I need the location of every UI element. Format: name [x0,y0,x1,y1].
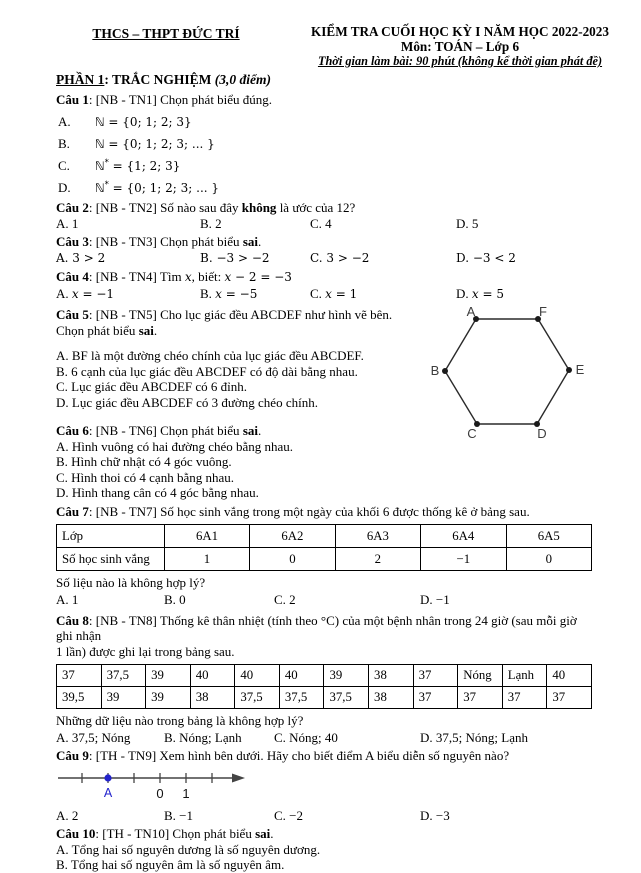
question-7 [56,504,592,607]
table-cell: 39,5 [57,687,102,709]
q10-option-a: A. Tổng hai số nguyên dương là số nguyên dương. [56,841,321,857]
table-cell: 37 [57,665,102,687]
table-cell: Nóng [458,665,503,687]
question-2 [56,200,592,232]
temperature-table [56,664,592,709]
q1-option-b [56,134,592,152]
answer-a: A. 2 [56,808,79,823]
question-4-label: Câu 4 [56,268,89,284]
answer-a: A. 1 [56,591,79,607]
stem-text: : [TH - TN10] Chọn phát biểu [95,826,256,841]
table-cell: 37,5 [324,687,369,709]
answer-d: D. −3 < 2 [456,250,516,265]
q5-option-a: A. BF là một đường chéo chính của lục giác đều ABCDEF. [56,348,364,363]
section-points: (3,0 điểm) [214,72,272,87]
table-cell: 37 [413,687,458,709]
table-cell: 0 [250,548,335,571]
table-row [57,548,592,571]
table-cell: 37 [458,687,503,709]
stem-bold: sai [242,423,258,438]
stem-text: : [NB - TN6] Chọn phát biểu [88,423,243,438]
q5-option-c: C. Lục giác đều ABCDEF có 6 đỉnh. [56,379,248,394]
question-2-label: Câu 2 [56,199,89,215]
answer-a: A. 37,5; Nóng [56,729,131,745]
table-cell: 40 [235,665,280,687]
q5-option-d: D. Lục giác đều ABCDEF có 3 đường chéo chính. [56,394,318,410]
question-1-label: Câu 1 [56,92,89,107]
table-cell: 40 [190,665,235,687]
question-8-stem-line2: 1 lần) được ghi lại trong bảng sau. [56,643,235,659]
answer-b: B. 2 [200,216,222,231]
nat-set-symbol: ℕ [95,136,105,151]
question-1-stem [56,92,592,108]
answer-c: C. 3 > −2 [310,250,370,265]
table-row [57,687,592,709]
question-5-stem [56,307,456,323]
equation-text: − 2 = −3 [231,269,292,284]
stem-text: là ước của 12? [276,199,356,215]
table-row [57,525,592,548]
question-9-stem [56,748,592,764]
stem-text: Chọn phát biểu [56,322,139,338]
table-cell: 1 [164,548,249,571]
hexagon-figure [428,304,590,441]
stem-text: . [153,322,158,338]
option-math: = {0; 1; 2; 3; ... } [104,136,215,151]
table-cell: 40 [279,665,324,687]
stem-text: : [TH - TN9] Xem hình bên dưới. Hãy cho biết điểm A biểu diễn số nguyên nào? [88,747,510,763]
table-cell: 39 [146,687,191,709]
equation-variable: x [224,269,232,284]
question-9-label: Câu 9 [56,747,89,763]
answer-b: B. Nóng; Lạnh [164,729,242,745]
table-cell: 37 [502,687,547,709]
question-7-prompt: Số liệu nào là không hợp lý? [56,575,206,590]
stem-text: : [NB - TN7] Số học sinh vắng trong một ngày của khối 6 được thống kê ở bảng sau. [88,503,530,519]
question-5-label: Câu 5 [56,307,89,322]
tick-label-zero: 0 [156,786,164,801]
question-2-stem [56,200,592,216]
table-cell: 6A2 [250,525,335,548]
stem-text: : [NB - TN5] Cho lục giác đều ABCDEF như hình vẽ bên. [88,307,393,322]
table-cell: 39 [101,687,146,709]
stem-text: . [270,826,274,841]
answer-c: C. −2 [274,808,304,823]
question-10-label: Câu 10 [56,826,96,841]
option-letter: B. [58,135,70,151]
question-3-answers [56,251,592,266]
question-4 [56,269,592,303]
answer-d: D. −1 [420,591,450,607]
table-cell: 6A1 [164,525,249,548]
vertex-label-e: E [575,362,585,377]
exam-title: KIỂM TRA CUỐI HỌC KỲ I NĂM HỌC 2022-2023 [311,24,609,39]
tick-label-one: 1 [182,786,190,801]
answer-d: D. 37,5; Nóng; Lạnh [420,729,528,745]
answer-a: A. 3 > 2 [56,250,106,265]
table-cell: 6A5 [506,525,591,548]
table-cell: Lạnh [502,665,547,687]
table-row [57,665,592,687]
option-letter: D. [58,179,71,195]
answer-b: B. −1 [164,808,194,823]
nat-set-symbol: ℕ* [95,179,109,195]
hexagon-labels [431,304,585,441]
table-cell: −1 [421,548,506,571]
stem-text: : [NB - TN4] Tìm [88,268,185,284]
table-cell: 37,5 [101,665,146,687]
question-2-answers [56,216,592,231]
question-5-stem2 [56,323,456,339]
table-cell: 0 [506,548,591,571]
answer-c: C. 4 [310,216,332,231]
point-a-dot [104,774,111,781]
question-9 [56,748,592,824]
question-6-label: Câu 6 [56,423,89,438]
answer-d: D. x = 5 [456,286,504,301]
answer-a: A. x = −1 [56,286,115,301]
option-letter: A. [58,113,71,129]
hexagon-edges [445,319,569,424]
option-math: = {1; 2; 3} [108,158,181,173]
option-letter: C. [58,157,70,173]
vertex-label-d: D [537,426,547,441]
q1-option-c [56,156,592,174]
section-title [56,72,592,88]
vertex-label-f: F [539,304,547,319]
answer-d: D. 5 [456,216,479,231]
answer-c: C. 2 [274,591,296,607]
number-line-figure [56,766,246,802]
school-name-text: THCS – THPT ĐỨC TRÍ [92,26,240,41]
q6-option-a: A. Hình vuông có hai đường chéo bằng nhau. [56,438,294,454]
question-8 [56,613,592,745]
stem-text: , biết: [191,268,225,284]
stem-bold: không [241,199,277,215]
table-cell: 6A3 [335,525,420,548]
exam-subject: Môn: TOÁN – Lớp 6 [400,39,520,54]
question-3 [56,234,592,266]
question-3-stem [56,234,592,250]
q1-option-a [56,112,592,130]
stem-text: : [NB - TN3] Chọn phát biểu [88,234,243,249]
question-1 [56,92,592,196]
answer-a: A. 1 [56,216,79,231]
answer-b: B. 0 [164,591,186,607]
question-7-stem [56,504,592,520]
question-7-label: Câu 7 [56,503,89,519]
table-cell: 39 [146,665,191,687]
stem-text: . [257,423,262,438]
table-cell: Số học sinh vắng [57,548,165,571]
section-label: PHẦN 1 [56,72,105,87]
table-cell: 37 [547,687,592,709]
answer-d: D. −3 [420,808,450,823]
stem-bold: sai [242,234,258,249]
vertex-label-a: A [466,304,476,319]
school-name [68,26,264,42]
question-8-stem [56,613,592,644]
q1-option-d [56,178,592,196]
stem-text: . [257,234,262,249]
table-cell: 39 [324,665,369,687]
q10-option-b: B. Tổng hai số nguyên âm là số nguyên âm. [56,857,285,872]
question-7-answers [56,592,592,607]
question-10 [56,826,592,873]
point-a-label: A [103,786,113,800]
question-10-stem [56,826,592,842]
section-name: : TRẮC NGHIỆM [104,72,215,87]
question-1-text: : [NB - TN1] Chọn phát biểu đúng. [88,92,273,107]
answer-b: B. −3 > −2 [200,250,270,265]
answer-c: C. x = 1 [310,286,358,301]
table-cell: Lớp [57,525,165,548]
table-cell: 37,5 [279,687,324,709]
question-4-answers [56,286,592,302]
stem-bold: sai [255,826,271,841]
stem-variable: x [184,269,192,284]
stem-bold: sai [138,322,154,338]
vertex-label-c: C [467,426,477,441]
exam-duration: Thời gian làm bài: 90 phút (không kể thời gian phát đề) [317,54,603,68]
answer-b: B. x = −5 [200,286,258,301]
option-math: = {0; 1; 2; 3; ... } [108,180,220,195]
table-cell: 38 [369,665,414,687]
option-math: = {0; 1; 2; 3} [104,114,192,129]
question-9-answers [56,808,592,823]
question-8-answers [56,730,592,745]
stem-text: : [NB - TN8] Thống kê thân nhiệt (tính theo °C) của một bệnh nhân trong 24 giờ (sau mỗi giờ ghi nhận [56,612,577,643]
attendance-table [56,524,592,571]
axis-arrow [232,774,245,783]
question-8-prompt: Những dữ liệu nào trong bảng là không hợp lý? [56,713,304,728]
question-3-label: Câu 3 [56,234,89,249]
paper-body [56,72,592,873]
q5-option-b: B. 6 cạnh của lục giác đều ABCDEF có độ dài bằng nhau. [56,363,358,379]
nat-set-symbol: ℕ [95,114,105,129]
table-cell: 38 [190,687,235,709]
answer-c: C. Nóng; 40 [274,729,338,745]
nat-set-symbol: ℕ* [95,157,109,173]
question-8-label: Câu 8 [56,612,89,628]
table-cell: 2 [335,548,420,571]
table-cell: 37 [413,665,458,687]
stem-text: : [NB - TN2] Số nào sau đây [88,199,242,215]
table-cell: 37,5 [235,687,280,709]
table-cell: 6A4 [421,525,506,548]
hexagon-vertices [442,316,572,427]
q6-option-b: B. Hình chữ nhật có 4 góc vuông. [56,454,232,469]
table-cell: 40 [547,665,592,687]
question-4-stem [56,269,592,286]
vertex-label-b: B [430,363,440,378]
q6-option-c: C. Hình thoi có 4 cạnh bằng nhau. [56,469,234,485]
q6-option-d: D. Hình thang cân có 4 góc bằng nhau. [56,485,259,500]
table-cell: 38 [369,687,414,709]
exam-header [292,24,628,69]
